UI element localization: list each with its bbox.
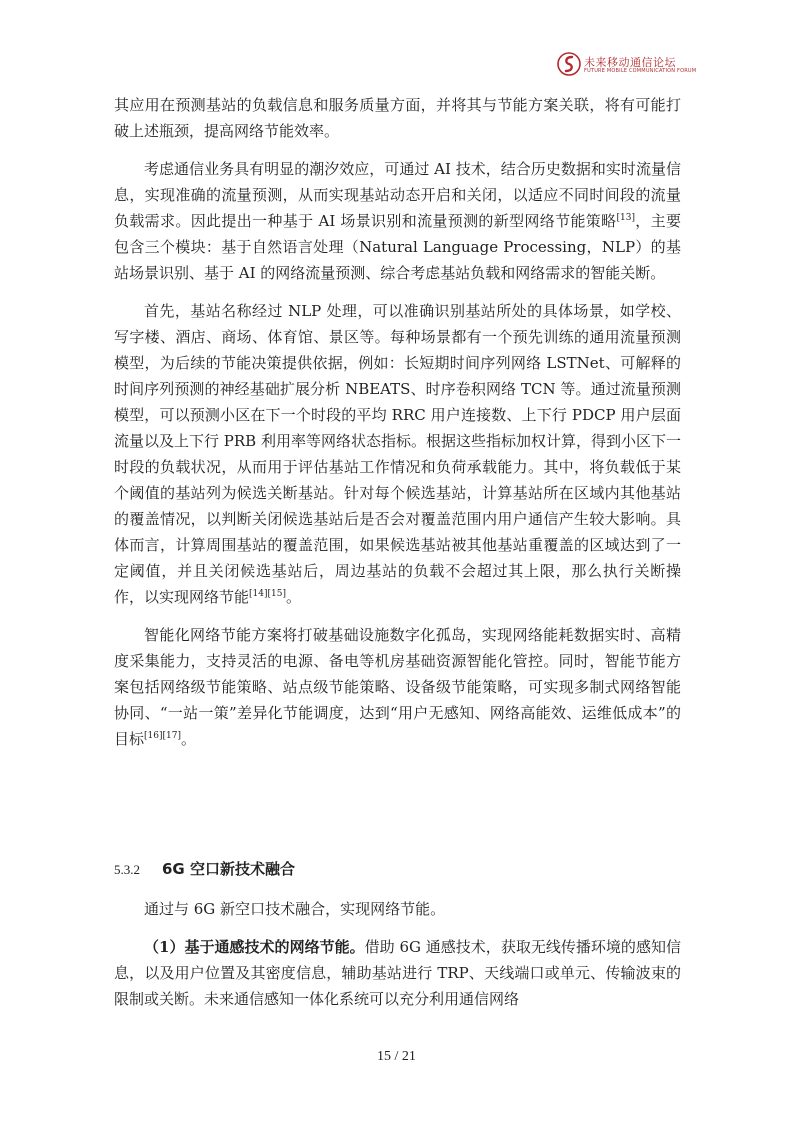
section-heading xyxy=(114,858,295,879)
list-item-1 xyxy=(114,934,681,1012)
paragraph-4 xyxy=(114,622,681,752)
body-text xyxy=(114,92,681,752)
list-item-1-title: （1）基于通感技术的网络节能。 xyxy=(144,938,365,956)
paragraph-2 xyxy=(114,156,681,286)
paragraph-3-text-b: 。 xyxy=(285,588,301,606)
forum-logo-icon xyxy=(556,51,582,77)
section-body xyxy=(114,896,681,1024)
list-item-1-text: 借助 6G 通感技术，获取无线传播环境的感知信息，以及用户位置及其密度信息，辅助基站进行 TRP、天线端口或单元、传输波束的限制或关断。未来通信感知一体化系统可以充分利用通信网络 xyxy=(114,938,681,1008)
citation-14-15: [14][15] xyxy=(249,589,286,599)
logo-chinese-text: 未来移动通信论坛 xyxy=(584,56,676,69)
paragraph-3 xyxy=(114,298,681,610)
paragraph-2-text-b: ，主要包含三个模块：基于自然语言处理（Natural Language Processing，NLP）的基站场景识别、基于 AI 的网络流量预测、综合考虑基站负载和网络需求的智能关断。 xyxy=(114,212,681,282)
logo-english-text: FUTURE MOBILE COMMUNICATION FORUM xyxy=(584,68,697,74)
paragraph-4-text-a: 智能化网络节能方案将打破基础设施数字化孤岛，实现网络能耗数据实时、高精度采集能力，支持灵活的电源、备电等机房基础资源智能化管控。同时，智能节能方案包括网络级节能策略、站点级节能策略、设备级节能策略，可实现多制式网络智能协同、“一站一策”差异化节能调度，达到“用户无感知、网络高能效、运维低成本”的目标 xyxy=(114,626,681,748)
section-number: 5.3.2 xyxy=(114,862,140,877)
section-intro: 通过与 6G 新空口技术融合，实现网络节能。 xyxy=(144,900,446,918)
citation-16-17: [16][17] xyxy=(144,731,181,741)
paragraph-1: 其应用在预测基站的负载信息和服务质量方面，并将其与节能方案关联，将有可能打破上述瓶颈，提高网络节能效率。 xyxy=(114,96,681,140)
section-title: 6G 空口新技术融合 xyxy=(162,860,295,878)
page-number: 15 / 21 xyxy=(377,1049,416,1064)
forum-logo xyxy=(556,51,716,81)
paragraph-4-text-b: 。 xyxy=(180,730,196,748)
paragraph-3-text-a: 首先，基站名称经过 NLP 处理，可以准确识别基站所处的具体场景，如学校、写字楼、酒店、商场、体育馆、景区等。每种场景都有一个预先训练的通用流量预测模型，为后续的节能决策提供依据，例如：长短期时间序列网络 LSTNet、可解释的时间序列预测的神经基础扩展分析 NBEATS、时序卷积网络 TCN 等。通过流量预测模型，可以预测小区在下一个时段的平均 RRC 用户连接数、上下行 PDCP 用户层面流量以及上下行 PRB 利用率等网络状态指标。根据这些指标加权计算，得到小区下一时段的负载状况，从而用于评估基站工作情况和负荷承载能力。其中，将负载低于某个阈值的基站列为候选关断基站。针对每个候选基站，计算基站所在区域内其他基站的覆盖情况，以判断关闭候选基站后是否会对覆盖范围内用户通信产生较大影响。具体而言，计算周围基站的覆盖范围，如果候选基站被其他基站重覆盖的区域达到了一定阈值，并且关闭候选基站后，周边基站的负载不会超过其上限，那么执行关断操作，以实现网络节能 xyxy=(114,302,681,606)
paragraph-2-text-a: 考虑通信业务具有明显的潮汐效应，可通过 AI 技术，结合历史数据和实时流量信息，实现准确的流量预测，从而实现基站动态开启和关闭，以适应不同时间段的流量负载需求。因此提出一种基于 AI 场景识别和流量预测的新型网络节能策略 xyxy=(114,160,681,230)
citation-13: [13] xyxy=(616,213,635,223)
